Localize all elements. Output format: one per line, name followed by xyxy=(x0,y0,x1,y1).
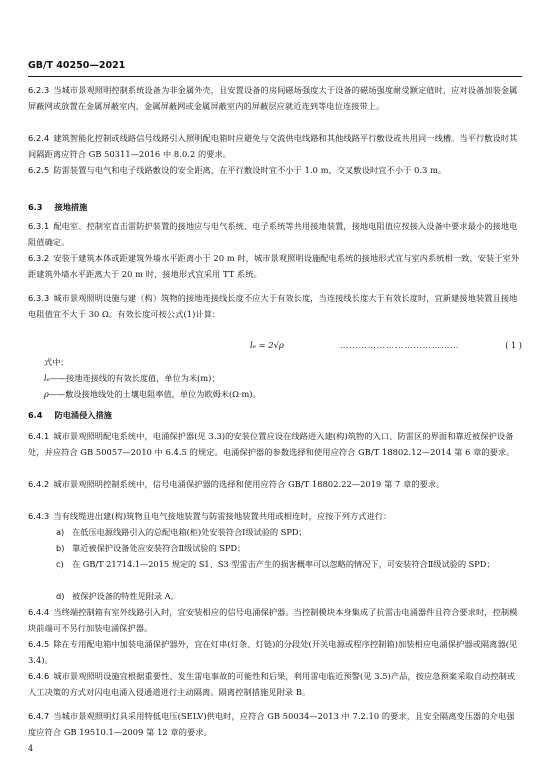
clause-text: 当城市景观照明灯具采用特低电压(SELV)供电时，应符合 GB 50034—2013 中 7.2.10 的要求，且安全隔离变压器的介电强度应符合 GB 19510.1—2009 第 12 章的要求。 xyxy=(28,711,515,737)
clause-6-3-3 xyxy=(28,290,522,322)
clause-6-4-6 xyxy=(28,668,522,700)
clause-6-4-5 xyxy=(28,636,522,668)
clause-text: 当城市景观照明控制系统设备为非金属外壳，且安置设备的房间磁场强度大于设备的磁场强度耐受额定值时，应对设备加装金属屏蔽网或放置在金属屏蔽室内，金属屏蔽网或金属屏蔽室内的屏蔽层应就近连到等电位连接带上。 xyxy=(28,85,518,111)
list-text: 在低压电源线路引入的总配电箱(柜)处安装符合Ⅰ级试验的 SPD； xyxy=(72,527,307,537)
clause-text: 防雷装置与电气和电子线路敷设的安全距离，在平行敷设时宜不小于 1.0 m，交叉敷设时宜不小于 0.3 m。 xyxy=(53,165,447,175)
symbol-definition xyxy=(44,373,220,384)
clause-text: 城市景观照明配电系统中，电涌保护器(见 3.3)的安装位置应设在线路进入建(构)筑物的入口、防雷区的界面和靠近被保护设备处，并应符合 GB 50057—2010 中 6.4.5 的规定。电涌保护器的参数选择和使用应符合 GB/T 18802.12—2014 第 6 章的要求。 xyxy=(28,431,515,457)
section-heading-6-3 xyxy=(28,202,87,213)
list-text: 被保护设备的特性见附录 A。 xyxy=(72,591,179,601)
clause-text: 安装于建筑本体或距建筑外墙水平距离小于 20 m 时，城市景观照明设施配电系统的接地形式宜与室内系统相一致，安装于室外距建筑外墙水平距离大于 20 m 时，接地形式宜采用 TT 系统。 xyxy=(28,253,520,279)
clause-number: 6.4.2 xyxy=(28,479,50,489)
clause-number: 6.2.4 xyxy=(28,133,50,143)
clause-6-4-2 xyxy=(28,476,522,492)
clause-number: 6.4.4 xyxy=(28,607,50,617)
clause-number: 6.4.7 xyxy=(28,711,50,721)
clause-6-2-5 xyxy=(28,162,522,178)
header-rule xyxy=(28,76,522,77)
clause-text: 当终端控制箱有室外线路引入时，宜安装相应的信号电涌保护器。当控制模块本身集成了抗雷击电涌器件且符合要求时，控制模块前端可不另行加装电涌保护器。 xyxy=(28,607,518,633)
list-item xyxy=(56,588,522,604)
formula-number: ( 1 ) xyxy=(505,340,522,350)
symbol: lₑ xyxy=(44,373,50,383)
list-tag: b) xyxy=(56,543,65,553)
list-item xyxy=(56,524,522,540)
clause-text: 城市景观照明设施与建（构）筑物的接地连接线长度不应大于有效长度，当连接线长度大于有效长度时，宜新建接地装置且接地电阻值宜不大于 30 Ω。有效长度可按公式(1)计算： xyxy=(28,293,518,319)
standard-id: GB/T 40250—2021 xyxy=(28,60,126,71)
clause-6-2-4 xyxy=(28,130,522,162)
clause-6-4-7 xyxy=(28,708,522,740)
clause-text: 建筑智能化控制或线路信号线路引入照明配电箱时应避免与交流供电线路和其他线路平行敷设或共用同一线槽。当平行敷设时其间隔距离应符合 GB 50311—2016 中 8.0.2 的要求。 xyxy=(28,133,518,159)
formula-leader-dots: ………………………………… xyxy=(340,340,460,350)
clause-text: 配电室、控制室直击雷防护装置的接地应与电气系统、电子系统等共用接地装置，接地电阻值应按接入设备中要求最小的接地电阻值确定。 xyxy=(28,221,518,247)
page-number: 4 xyxy=(28,744,34,753)
clause-text: 城市景观照明控制系统中，信号电涌保护器的选择和使用应符合 GB/T 18802.22—2019 第 7 章的要求。 xyxy=(53,479,445,489)
clause-6-2-3 xyxy=(28,82,522,114)
list-item xyxy=(56,540,522,556)
section-number: 6.3 xyxy=(28,202,43,212)
clause-6-4-3 xyxy=(28,508,522,524)
section-heading-6-4 xyxy=(28,410,112,421)
symbol-definition xyxy=(44,389,261,400)
list-tag: a) xyxy=(56,527,65,537)
clause-number: 6.3.2 xyxy=(28,253,50,263)
clause-number: 6.4.6 xyxy=(28,671,50,681)
clause-number: 6.4.5 xyxy=(28,639,50,649)
clause-6-3-2 xyxy=(28,250,522,282)
formula-expression: lₑ = 2√ρ xyxy=(250,340,284,350)
where-label: 式中： xyxy=(44,357,69,367)
clause-number: 6.2.5 xyxy=(28,165,50,175)
clause-text: 城市景观照明设施宜根据重要性、发生雷电事故的可能性和后果，利用雷电临近预警(见 3.5)产品，按应急预案采取自动控制或人工决策的方式对闪电电涌入侵通道进行主动隔离。隔离控制措施见附录 B。 xyxy=(28,671,516,697)
list-text: 靠近被保护设备处应安装符合Ⅱ级试验的 SPD； xyxy=(72,543,246,553)
clause-number: 6.4.1 xyxy=(28,431,50,441)
list-tag: d) xyxy=(56,591,65,601)
clause-6-4-4 xyxy=(28,604,522,636)
definition-text: ——敷设接地线处的土壤电阻率值，单位为欧姆米(Ω·m)。 xyxy=(48,389,261,399)
clause-number: 6.3.1 xyxy=(28,221,50,231)
list-item xyxy=(56,556,522,572)
clause-number: 6.2.3 xyxy=(28,85,50,95)
clause-6-4-1 xyxy=(28,428,522,460)
list-text: 在 GB/T 21714.1—2015 规定的 S1、S3 型雷击产生的损害概率可以忽略的情况下，可安装符合Ⅱ级试验的 SPD； xyxy=(72,559,495,569)
clause-number: 6.3.3 xyxy=(28,293,50,303)
symbol: ρ xyxy=(44,389,49,399)
clause-text: 除在专用配电箱中加装电涌保护器外，宜在灯串(灯条、灯链)的分段处(开关电源或程序控制箱)加装相应电涌保护器或隔离器(见 3.4)。 xyxy=(28,639,518,665)
section-number: 6.4 xyxy=(28,410,43,420)
section-title: 防电涌侵入措施 xyxy=(54,410,112,420)
section-title: 接地措施 xyxy=(54,202,88,212)
clause-text: 当有线缆进出建(构)筑物且电气接地装置与防雷接地装置共用或相连时，应按下列方式进行： xyxy=(53,511,392,521)
clause-number: 6.4.3 xyxy=(28,511,50,521)
list-tag: c) xyxy=(56,559,64,569)
definition-text: ——接地连接线的有效长度值，单位为米(m)； xyxy=(49,373,220,383)
clause-6-3-1 xyxy=(28,218,522,250)
